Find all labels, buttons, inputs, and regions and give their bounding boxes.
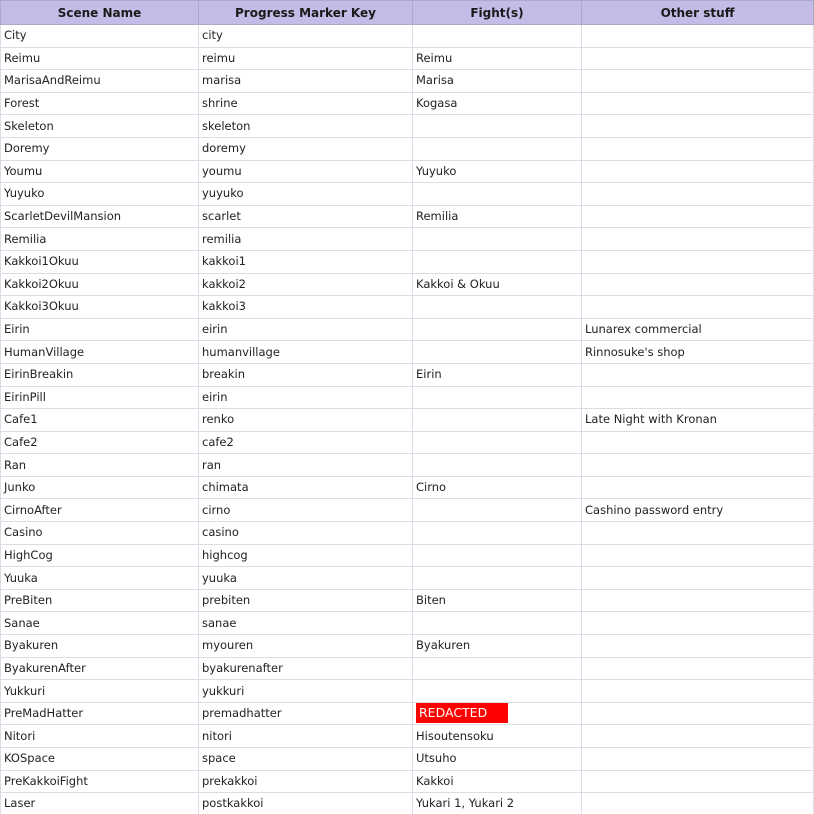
- other-stuff-cell[interactable]: [582, 454, 814, 477]
- other-stuff-cell[interactable]: [582, 70, 814, 93]
- progress-key-cell[interactable]: reimu: [199, 47, 413, 70]
- progress-key-cell[interactable]: ran: [199, 454, 413, 477]
- other-stuff-cell[interactable]: [582, 363, 814, 386]
- progress-key-cell[interactable]: cirno: [199, 499, 413, 522]
- scene-name-cell[interactable]: Skeleton: [1, 115, 199, 138]
- fights-cell[interactable]: Kakkoi & Okuu: [413, 273, 582, 296]
- fights-cell[interactable]: [413, 499, 582, 522]
- fights-cell[interactable]: [413, 657, 582, 680]
- table-row: [1, 725, 814, 748]
- scene-name-cell[interactable]: KOSpace: [1, 748, 199, 771]
- other-stuff-cell[interactable]: [582, 296, 814, 319]
- table-row: [1, 680, 814, 703]
- other-stuff-cell[interactable]: Cashino password entry: [582, 499, 814, 522]
- fights-cell[interactable]: Eirin: [413, 363, 582, 386]
- table-row: [1, 657, 814, 680]
- other-stuff-cell[interactable]: [582, 793, 814, 814]
- other-stuff-cell[interactable]: Lunarex commercial: [582, 318, 814, 341]
- scene-name-cell[interactable]: Reimu: [1, 47, 199, 70]
- scene-name-cell[interactable]: ByakurenAfter: [1, 657, 199, 680]
- fights-cell[interactable]: [413, 318, 582, 341]
- table-row: [1, 589, 814, 612]
- scene-name-cell[interactable]: Sanae: [1, 612, 199, 635]
- other-stuff-cell[interactable]: [582, 431, 814, 454]
- scene-name-cell[interactable]: Kakkoi3Okuu: [1, 296, 199, 319]
- scene-name-cell[interactable]: PreMadHatter: [1, 702, 199, 725]
- progress-key-cell[interactable]: eirin: [199, 318, 413, 341]
- scene-name-cell[interactable]: EirinPill: [1, 386, 199, 409]
- fights-cell[interactable]: Yukari 1, Yukari 2: [413, 793, 582, 814]
- table-row: [1, 386, 814, 409]
- other-stuff-cell[interactable]: [582, 567, 814, 590]
- scene-name-cell[interactable]: Yuyuko: [1, 183, 199, 206]
- scene-name-cell[interactable]: PreBiten: [1, 589, 199, 612]
- progress-key-cell[interactable]: postkakkoi: [199, 793, 413, 814]
- progress-key-cell[interactable]: city: [199, 25, 413, 48]
- other-stuff-cell[interactable]: [582, 386, 814, 409]
- table-row: [1, 205, 814, 228]
- scene-name-cell[interactable]: Eirin: [1, 318, 199, 341]
- progress-key-cell[interactable]: youmu: [199, 160, 413, 183]
- other-stuff-cell[interactable]: [582, 635, 814, 658]
- scene-name-cell[interactable]: Byakuren: [1, 635, 199, 658]
- fights-cell[interactable]: [413, 137, 582, 160]
- other-stuff-cell[interactable]: [582, 725, 814, 748]
- other-stuff-cell[interactable]: [582, 748, 814, 771]
- progress-key-cell[interactable]: kakkoi3: [199, 296, 413, 319]
- other-stuff-cell[interactable]: [582, 205, 814, 228]
- table-row: [1, 47, 814, 70]
- other-stuff-cell[interactable]: Rinnosuke's shop: [582, 341, 814, 364]
- other-stuff-cell[interactable]: [582, 657, 814, 680]
- scene-name-cell[interactable]: Remilia: [1, 228, 199, 251]
- table-row: [1, 748, 814, 771]
- table-row: [1, 635, 814, 658]
- scene-name-cell[interactable]: Junko: [1, 476, 199, 499]
- fights-cell[interactable]: [413, 431, 582, 454]
- fights-cell[interactable]: [413, 386, 582, 409]
- progress-key-cell[interactable]: prebiten: [199, 589, 413, 612]
- table-row: [1, 318, 814, 341]
- fights-cell[interactable]: Kakkoi: [413, 770, 582, 793]
- table-body: [1, 25, 814, 814]
- table-row: [1, 70, 814, 93]
- scene-name-cell[interactable]: MarisaAndReimu: [1, 70, 199, 93]
- table-row: [1, 612, 814, 635]
- scene-name-cell[interactable]: Kakkoi1Okuu: [1, 250, 199, 273]
- progress-key-cell[interactable]: chimata: [199, 476, 413, 499]
- table-row: [1, 228, 814, 251]
- fights-cell[interactable]: Cirno: [413, 476, 582, 499]
- other-stuff-cell[interactable]: Late Night with Kronan: [582, 409, 814, 432]
- fights-cell[interactable]: [413, 702, 582, 725]
- scene-name-cell[interactable]: Ran: [1, 454, 199, 477]
- other-stuff-cell[interactable]: [582, 183, 814, 206]
- fights-cell[interactable]: Hisoutensoku: [413, 725, 582, 748]
- progress-key-cell[interactable]: humanvillage: [199, 341, 413, 364]
- progress-key-cell[interactable]: eirin: [199, 386, 413, 409]
- table-row: [1, 160, 814, 183]
- progress-key-cell[interactable]: marisa: [199, 70, 413, 93]
- table-row: [1, 499, 814, 522]
- other-stuff-cell[interactable]: [582, 522, 814, 545]
- scene-name-cell[interactable]: Doremy: [1, 137, 199, 160]
- fights-cell[interactable]: Reimu: [413, 47, 582, 70]
- other-stuff-cell[interactable]: [582, 680, 814, 703]
- fights-cell[interactable]: [413, 409, 582, 432]
- table-row: [1, 183, 814, 206]
- table-row: [1, 793, 814, 814]
- table-row: [1, 454, 814, 477]
- table-row: [1, 567, 814, 590]
- table-row: [1, 544, 814, 567]
- scene-name-cell[interactable]: Cafe1: [1, 409, 199, 432]
- progress-key-cell[interactable]: byakurenafter: [199, 657, 413, 680]
- fights-cell[interactable]: Marisa: [413, 70, 582, 93]
- column-header-progress-marker-key[interactable]: Progress Marker Key: [199, 1, 413, 25]
- other-stuff-cell[interactable]: [582, 589, 814, 612]
- scene-name-cell[interactable]: Yuuka: [1, 567, 199, 590]
- fights-cell[interactable]: [413, 296, 582, 319]
- header-row: [1, 1, 814, 25]
- scene-name-cell[interactable]: ScarletDevilMansion: [1, 205, 199, 228]
- progress-key-cell[interactable]: prekakkoi: [199, 770, 413, 793]
- column-header-other-stuff[interactable]: Other stuff: [582, 1, 814, 25]
- fights-cell[interactable]: [413, 680, 582, 703]
- fights-cell[interactable]: Remilia: [413, 205, 582, 228]
- progress-key-cell[interactable]: yukkuri: [199, 680, 413, 703]
- other-stuff-cell[interactable]: [582, 250, 814, 273]
- table-row: [1, 431, 814, 454]
- table-row: [1, 702, 814, 725]
- other-stuff-cell[interactable]: [582, 228, 814, 251]
- progress-key-cell[interactable]: shrine: [199, 92, 413, 115]
- progress-key-cell[interactable]: doremy: [199, 137, 413, 160]
- column-header-scene-name[interactable]: Scene Name: [1, 1, 199, 25]
- fights-cell[interactable]: [413, 25, 582, 48]
- table-row: [1, 476, 814, 499]
- progress-key-cell[interactable]: casino: [199, 522, 413, 545]
- fights-cell[interactable]: [413, 250, 582, 273]
- progress-key-cell[interactable]: renko: [199, 409, 413, 432]
- other-stuff-cell[interactable]: [582, 612, 814, 635]
- table-row: [1, 115, 814, 138]
- fights-cell[interactable]: Biten: [413, 589, 582, 612]
- progress-key-cell[interactable]: skeleton: [199, 115, 413, 138]
- scene-name-cell[interactable]: Laser: [1, 793, 199, 814]
- fights-cell[interactable]: [413, 567, 582, 590]
- table-row: [1, 341, 814, 364]
- other-stuff-cell[interactable]: [582, 47, 814, 70]
- progress-key-cell[interactable]: cafe2: [199, 431, 413, 454]
- scene-name-cell[interactable]: Nitori: [1, 725, 199, 748]
- table-row: [1, 296, 814, 319]
- progress-key-cell[interactable]: remilia: [199, 228, 413, 251]
- table-row: [1, 137, 814, 160]
- scene-name-cell[interactable]: City: [1, 25, 199, 48]
- table-row: [1, 92, 814, 115]
- scene-name-cell[interactable]: EirinBreakin: [1, 363, 199, 386]
- column-header-fights[interactable]: Fight(s): [413, 1, 582, 25]
- other-stuff-cell[interactable]: [582, 702, 814, 725]
- progress-key-cell[interactable]: yuyuko: [199, 183, 413, 206]
- other-stuff-cell[interactable]: [582, 160, 814, 183]
- progress-key-cell[interactable]: space: [199, 748, 413, 771]
- other-stuff-cell[interactable]: [582, 25, 814, 48]
- table-row: [1, 522, 814, 545]
- progress-key-cell[interactable]: yuuka: [199, 567, 413, 590]
- fights-cell[interactable]: Byakuren: [413, 635, 582, 658]
- fights-cell[interactable]: Yuyuko: [413, 160, 582, 183]
- other-stuff-cell[interactable]: [582, 476, 814, 499]
- progress-key-cell[interactable]: highcog: [199, 544, 413, 567]
- scene-name-cell[interactable]: Forest: [1, 92, 199, 115]
- progress-key-cell[interactable]: scarlet: [199, 205, 413, 228]
- redacted-label: REDACTED: [416, 703, 508, 723]
- fights-cell[interactable]: [413, 228, 582, 251]
- table-row: [1, 250, 814, 273]
- scene-name-cell[interactable]: Youmu: [1, 160, 199, 183]
- fights-cell[interactable]: [413, 454, 582, 477]
- scene-name-cell[interactable]: Casino: [1, 522, 199, 545]
- scene-name-cell[interactable]: CirnoAfter: [1, 499, 199, 522]
- table-row: [1, 25, 814, 48]
- other-stuff-cell[interactable]: [582, 544, 814, 567]
- table-row: [1, 409, 814, 432]
- fights-cell[interactable]: [413, 183, 582, 206]
- progress-key-cell[interactable]: kakkoi2: [199, 273, 413, 296]
- scene-name-cell[interactable]: PreKakkoiFight: [1, 770, 199, 793]
- progress-key-cell[interactable]: sanae: [199, 612, 413, 635]
- fights-cell[interactable]: Utsuho: [413, 748, 582, 771]
- scene-name-cell[interactable]: HighCog: [1, 544, 199, 567]
- fights-cell[interactable]: Kogasa: [413, 92, 582, 115]
- other-stuff-cell[interactable]: [582, 273, 814, 296]
- table-row: [1, 363, 814, 386]
- fights-cell[interactable]: [413, 612, 582, 635]
- scene-name-cell[interactable]: Kakkoi2Okuu: [1, 273, 199, 296]
- progress-key-cell[interactable]: myouren: [199, 635, 413, 658]
- other-stuff-cell[interactable]: [582, 115, 814, 138]
- other-stuff-cell[interactable]: [582, 770, 814, 793]
- progress-key-cell[interactable]: nitori: [199, 725, 413, 748]
- table-row: [1, 273, 814, 296]
- other-stuff-cell[interactable]: [582, 92, 814, 115]
- table-row: [1, 770, 814, 793]
- progress-key-cell[interactable]: kakkoi1: [199, 250, 413, 273]
- scene-name-cell[interactable]: Cafe2: [1, 431, 199, 454]
- progress-key-cell[interactable]: breakin: [199, 363, 413, 386]
- fights-cell[interactable]: [413, 115, 582, 138]
- scene-name-cell[interactable]: HumanVillage: [1, 341, 199, 364]
- other-stuff-cell[interactable]: [582, 137, 814, 160]
- fights-cell[interactable]: [413, 544, 582, 567]
- scene-name-cell[interactable]: Yukkuri: [1, 680, 199, 703]
- progress-key-cell[interactable]: premadhatter: [199, 702, 413, 725]
- fights-cell[interactable]: [413, 341, 582, 364]
- fights-cell[interactable]: [413, 522, 582, 545]
